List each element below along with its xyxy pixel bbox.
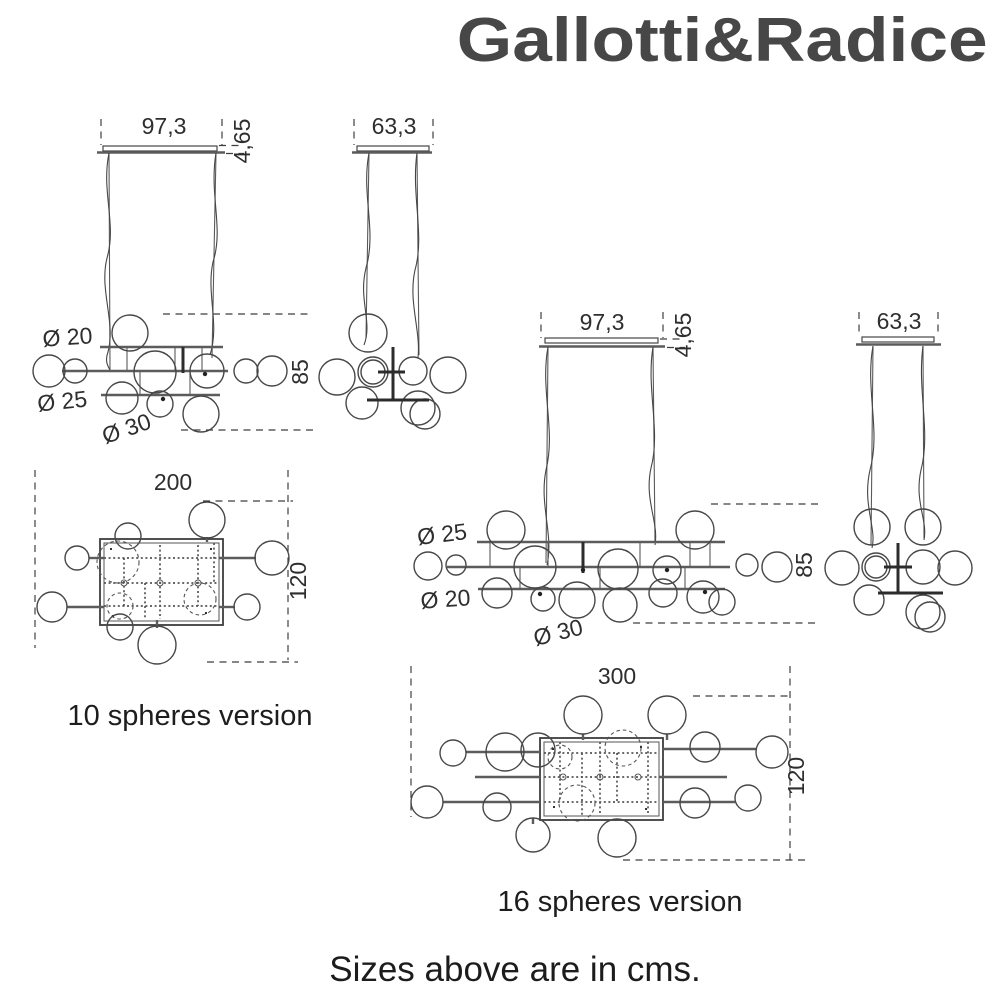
top-view-10-spheres	[35, 469, 311, 664]
brand-logo: Gallotti&Radice	[457, 6, 988, 75]
diameter-25-label-16: Ø 25	[415, 518, 469, 551]
dim-front-width-10: 97,3	[141, 113, 187, 139]
dim-cluster-height-16: 85	[791, 552, 817, 578]
dim-cluster-height-10: 85	[287, 359, 313, 385]
diameter-20-label-10: Ø 20	[41, 322, 94, 352]
dim-top-width-10: 200	[153, 469, 193, 495]
dim-canopy-thickness-10: 4,65	[229, 118, 255, 164]
dim-top-depth-10: 120	[285, 561, 311, 601]
diameter-30-label-10: Ø 30	[98, 408, 155, 449]
diameter-20-label-16: Ø 20	[419, 584, 472, 614]
dim-top-depth-16: 120	[783, 756, 809, 796]
diameter-25-label-10: Ø 25	[36, 385, 89, 417]
dim-side-width-16: 63,3	[876, 308, 922, 334]
ceiling-canopy	[97, 146, 225, 153]
suspension-cables	[544, 347, 656, 565]
suspension-cables	[364, 153, 419, 358]
dim-top-width-16: 300	[597, 663, 637, 689]
dim-front-width-16: 97,3	[579, 309, 625, 335]
suspension-cables	[105, 153, 217, 370]
dimension-lines	[35, 470, 298, 662]
label-16-spheres-version: 16 spheres version	[497, 886, 743, 918]
front-view-10-spheres	[33, 113, 313, 449]
diameter-30-label-16: Ø 30	[530, 613, 586, 651]
dim-side-width-10: 63,3	[371, 113, 417, 139]
units-note: Sizes above are in cms.	[329, 950, 701, 989]
dimension-lines	[411, 666, 806, 860]
ceiling-canopy	[352, 146, 432, 153]
canopy-plan	[97, 539, 223, 625]
dim-canopy-thickness-16: 4,65	[670, 312, 696, 358]
top-view-16-spheres	[411, 663, 809, 860]
front-view-16-spheres	[414, 309, 818, 651]
suspension-cables	[868, 346, 925, 548]
frame-rods	[367, 347, 429, 400]
frame-rods	[878, 543, 943, 593]
canopy-plan	[540, 730, 663, 821]
side-view-16-spheres	[825, 308, 972, 632]
ceiling-canopy	[539, 338, 665, 347]
side-view-10-spheres	[319, 113, 466, 429]
ceiling-canopy	[856, 337, 941, 345]
label-10-spheres-version: 10 spheres version	[67, 700, 313, 732]
frame-rods	[447, 542, 730, 596]
